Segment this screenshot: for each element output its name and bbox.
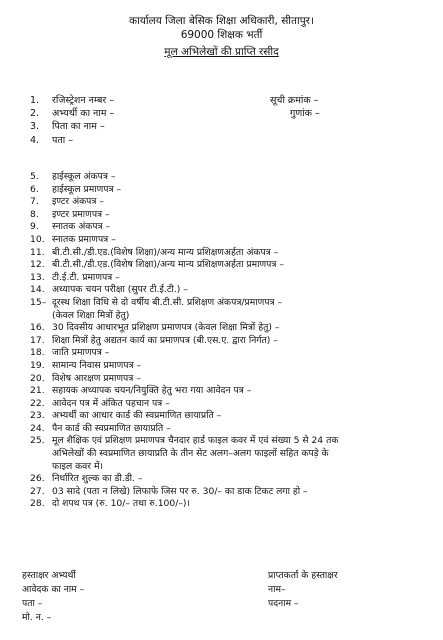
list-item: 16. 30 दिवसीय आधारभूत प्रशिक्षण प्रमाणपत्र (केवल शिक्षा मित्रों हेतु) – xyxy=(30,322,280,334)
applicant-name-label: आवेदक का नाम – xyxy=(22,584,85,595)
mobile-label: मो. न. – xyxy=(22,612,52,623)
list-item-continuation: (केवल शिक्षा मित्रों हेतु) xyxy=(52,309,130,321)
list-item: 25. मूल शैक्षिक एवं प्रशिक्षण प्रमाणपत्र चैनदार हार्ड फाइल कवर में एवं संख्या 5 से 24 तक xyxy=(30,435,339,447)
list-item: 19. सामान्य निवास प्रमाणपत्र – xyxy=(30,359,142,371)
list-item: 20. विशेष आरक्षण प्रमाणपत्र – xyxy=(30,372,141,384)
list-item-continuation: फाइल कवर में। xyxy=(52,460,103,472)
list-item: 26. निर्धारित शुल्क का डी.डी. – xyxy=(30,473,143,485)
field-address: 4. पता – xyxy=(30,135,74,146)
list-item: 12. बी.टी.सी./डी.एड.(विशेष शिक्षा)/अन्य मान्य प्रशिक्षणअर्हता प्रमाणपत्र – xyxy=(30,259,284,271)
candidate-signature-label: हस्ताक्षर अभ्यर्थी xyxy=(22,570,76,581)
receiver-name-label: नाम– xyxy=(268,584,286,595)
list-item-continuation: अभिलेखों की स्वप्रमाणित छायाप्रति के तीन सेट अलग–अलग फाइलों सहित कपड़े के xyxy=(52,448,329,460)
field-candidate-name: 2. अभ्यर्थी का नाम – xyxy=(30,108,115,119)
list-item: 28. दो शपथ पत्र (रु. 10/– तथा रु.100/–)। xyxy=(30,498,190,510)
receiver-signature-label: प्राप्तकर्ता के हस्ताक्षर xyxy=(268,570,338,581)
list-item: 27. 03 सादे (पता न लिखे) लिफाफे जिस पर रु. 30/– का डाक टिकट लगा हो – xyxy=(30,485,308,497)
field-registration: 1. रजिस्ट्रेशन नम्बर – xyxy=(30,95,115,106)
list-item: 13. टी.ई.टी. प्रमाणपत्र – xyxy=(30,271,120,283)
list-item: 6. हाईस्कूल प्रमाणपत्र – xyxy=(30,183,122,195)
list-item: 17. शिक्षा मित्रों हेतु अद्यतन कार्य का प्रमाणपत्र (बी.एस.ए. द्वारा निर्गत) – xyxy=(30,334,278,346)
list-item: 22. आवेदन पत्र में अंकित पहचान पत्र – xyxy=(30,397,170,409)
list-item: 21. सहायक अध्यापक चयन/नियुक्ति हेतु भरा गया आवेदन पत्र – xyxy=(30,385,252,397)
list-item: 5. हाईस्कूल अंकपत्र – xyxy=(30,171,116,182)
list-item: 11. बी.टी.सी./डी.एड.(विशेष शिक्षा)/अन्य मान्य प्रशिक्षणअर्हता अंकपत्र – xyxy=(30,246,279,258)
office-title: कार्यालय जिला बेसिक शिक्षा अधिकारी, सीतापुर। xyxy=(129,15,314,27)
list-item: 8. इण्टर प्रमाणपत्र – xyxy=(30,208,110,220)
list-item: 24. पैन कार्ड की स्वप्रमाणित छायाप्रति – xyxy=(30,422,171,434)
list-item: 23. अभ्यर्थी का आधार कार्ड की स्वप्रमाणित छायाप्रति – xyxy=(30,410,222,422)
candidate-signature-block xyxy=(22,569,84,625)
recruitment-title: 69000 शिक्षक भर्ती xyxy=(180,29,263,41)
list-item: 14. अध्यापक चयन परीक्षा (सुपर टी.ई.टी.) – xyxy=(30,284,188,296)
field-list-serial: सूची क्रमांक – xyxy=(270,95,319,106)
receiver-signature-block xyxy=(268,569,338,611)
document-checklist xyxy=(30,171,430,511)
address-label: पता – xyxy=(22,598,43,609)
list-item: 10. स्नातक प्रमाणपत्र – xyxy=(30,233,116,245)
list-item: 7. इण्टर अंकपत्र – xyxy=(30,196,104,208)
list-item: 9. स्नातक अंकपत्र – xyxy=(30,221,111,233)
receiver-designation-label: पदनाम – xyxy=(268,598,299,609)
list-item: 15– दूरस्थ शिक्षा विधि से दो वर्षीय बी.टी.सी. प्रशिक्षण अंकपत्र/प्रमाणपत्र – xyxy=(30,296,283,308)
list-item: 18. जाति प्रमाणपत्र – xyxy=(30,347,110,359)
field-father-name: 3. पिता का नाम – xyxy=(30,121,105,132)
field-score: गुणांक – xyxy=(290,108,320,119)
receipt-title: मूल अभिलेखों की प्राप्ति रसीद xyxy=(164,46,279,58)
